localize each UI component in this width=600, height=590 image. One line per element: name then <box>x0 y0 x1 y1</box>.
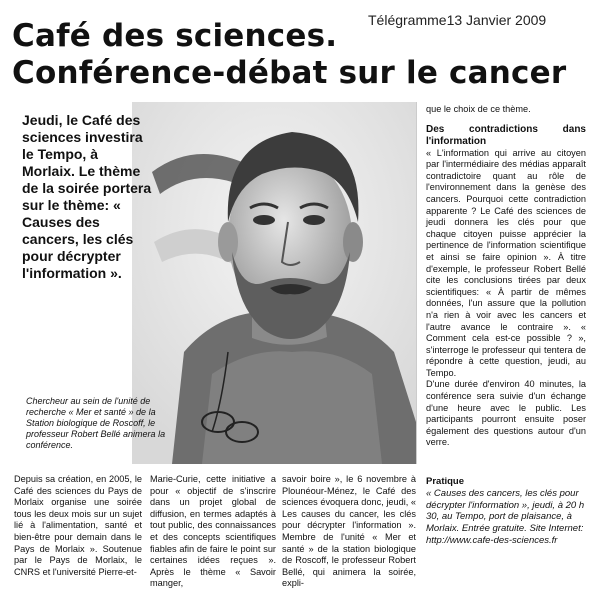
pratique-label-row <box>426 476 586 488</box>
body-column-1: Depuis sa création, en 2005, le Café des sciences du Pays de Morlaix organise une soirée tous les deux mois sur un sujet lié à l'alimentation, santé et bien-être pour demain dans le Pays de Morlaix ». Soutenue par le Pays de Morlaix, le CNRS et l'université Pierre-et- <box>14 474 142 577</box>
body-column-2: Marie-Curie, cette initiative a pour « objectif de s'inscrire dans un projet global de diffusion, en termes adaptés à tout public, des connaissances et des concepts scientifiques fiables afin de faire le point sur certaines idées reçues ». Après le thème « Savoir manger, <box>150 474 276 589</box>
headline-line-2: Conférence-débat sur le cancer <box>12 55 567 91</box>
article-photo <box>14 102 417 464</box>
right-column-intro: que le choix de ce thème. <box>426 104 531 114</box>
section-subheading: Des contradictions dans l'information <box>426 123 586 147</box>
source-and-date: Télégramme13 Janvier 2009 <box>368 12 547 28</box>
photo-caption: Chercheur au sein de l'unité de recherche « Mer et santé » de la Station biologique de Roscoff, le professeur Robert Bellé animera la conférence. <box>26 396 166 450</box>
right-column-paragraph-1: « L'information qui arrive au citoyen par l'intermédiaire des médias apparaît contradictoire quant au rôle de l'environnement dans la genèse des cancers. Pourquoi cette contradiction apparente ? Le Café des sciences de jeudi donnera les clés pour que chaque citoyen puisse apprécier la pertinence de l'information scientifique et ainsi se faire opinion ». À titre d'exemple, le professeur Robert Bellé cite les conclusions tirées par deux scientifiques: « À partir de mêmes données, l'un assure que la pollution n'a rien à voir avec les cancers et l'autre avance le contraire ». « Comment cela est-ce possible ? », s'interroge le professeur qui tentera de répondre à cette question, jeudi, au Tempo. <box>426 147 586 378</box>
pratique-label: Pratique <box>426 476 465 487</box>
headline-line-1: Café des sciences. <box>12 18 338 54</box>
lead-paragraph: Jeudi, le Café des sciences investira le Tempo, à Morlaix. Le thème de la soirée portera sur le thème: « Causes des cancers, les clés pour décrypter l'information ». <box>22 112 152 281</box>
right-column <box>426 104 586 449</box>
body-column-3: savoir boire », le 6 novembre à Plounéour-Ménez, le Café des sciences évoquera donc, jeudi, « Les causes du cancer, les clés pour décrypter l'information ». Membre de l'unité « Mer et santé » de la station biologique de Roscoff, le professeur Robert Bellé, qui animera la soirée, expli- <box>282 474 416 589</box>
right-column-paragraph-2: D'une durée d'environ 40 minutes, la conférence sera suivie d'un échange d'une heure avec le public. Les participants pourront ensuite poser également des questions autour d'un verre. <box>426 379 586 448</box>
pratique-text: « Causes des cancers, les clés pour décrypter l'information », jeudi, à 20 h 30, au Tempo, port de plaisance, à Morlaix. Entrée gratuite. Site Internet: http://www.cafe-des-sciences.fr <box>426 487 585 546</box>
pratique-box <box>426 476 586 547</box>
